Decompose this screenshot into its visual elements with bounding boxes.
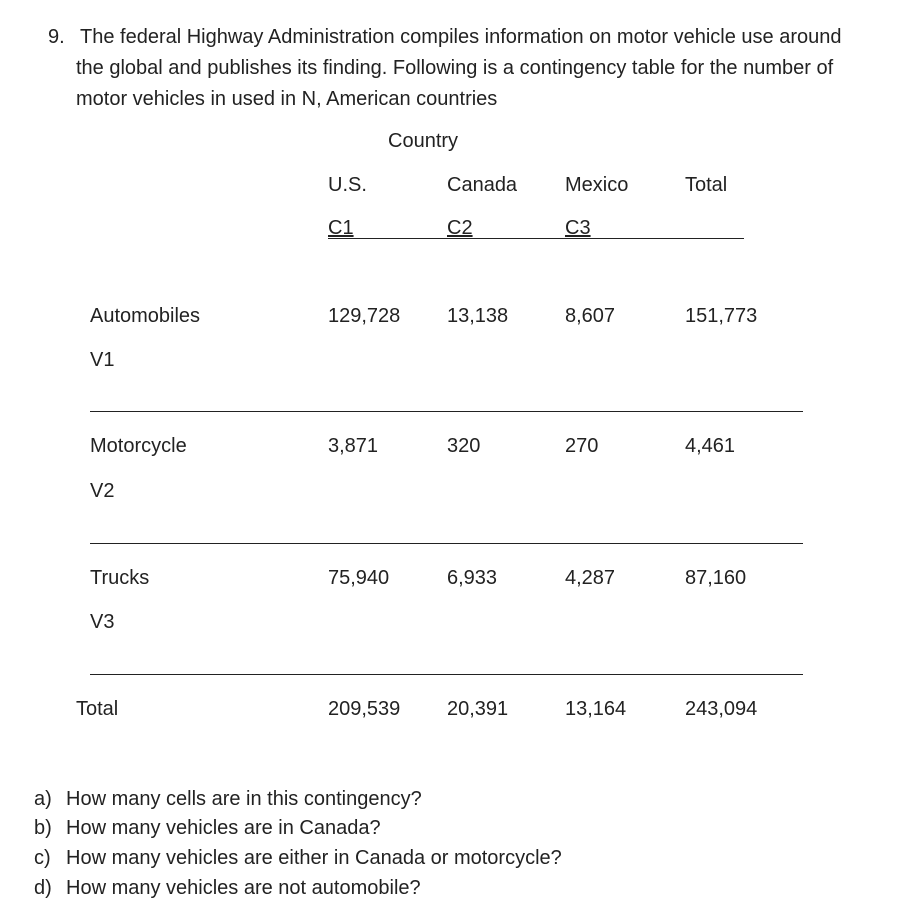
cell-trucks-canada: 6,933 — [447, 567, 498, 589]
cell-motorcycle-us: 3,871 — [328, 435, 379, 457]
row-code-v1: V1 — [90, 349, 115, 371]
cell-total-grand: 243,094 — [685, 698, 758, 720]
question-line-3: motor vehicles in used in N, American countries — [76, 88, 498, 110]
subquestion-d-text: How many vehicles are not automobile? — [66, 877, 421, 899]
subquestion-a-marker: a) — [34, 788, 52, 810]
cell-total-us: 209,539 — [328, 698, 401, 720]
column-header-total: Total — [685, 174, 728, 196]
row-divider-1 — [90, 411, 803, 412]
cell-motorcycle-mexico: 270 — [565, 435, 599, 457]
row-divider-2 — [90, 543, 803, 544]
row-label-trucks: Trucks — [90, 567, 150, 589]
row-label-automobiles: Automobiles — [90, 305, 201, 327]
cell-automobiles-mexico: 8,607 — [565, 305, 616, 327]
row-label-total: Total — [76, 698, 119, 720]
subquestion-c-marker: c) — [34, 847, 51, 869]
subquestion-b-marker: b) — [34, 817, 52, 839]
table-title: Country — [388, 130, 459, 152]
cell-trucks-mexico: 4,287 — [565, 567, 616, 589]
header-rule — [328, 238, 744, 239]
subquestion-c-text: How many vehicles are either in Canada or motorcycle? — [66, 847, 562, 869]
question-number: 9. — [48, 26, 65, 48]
cell-trucks-total: 87,160 — [685, 567, 747, 589]
column-code-c3: C3 — [565, 217, 591, 239]
cell-trucks-us: 75,940 — [328, 567, 390, 589]
column-header-mexico: Mexico — [565, 174, 629, 196]
cell-motorcycle-canada: 320 — [447, 435, 481, 457]
cell-automobiles-total: 151,773 — [685, 305, 758, 327]
subquestion-b-text: How many vehicles are in Canada? — [66, 817, 381, 839]
row-code-v3: V3 — [90, 611, 115, 633]
cell-automobiles-canada: 13,138 — [447, 305, 509, 327]
row-label-motorcycle: Motorcycle — [90, 435, 187, 457]
column-header-canada: Canada — [447, 174, 518, 196]
cell-total-canada: 20,391 — [447, 698, 509, 720]
cell-automobiles-us: 129,728 — [328, 305, 401, 327]
row-divider-3 — [90, 674, 803, 675]
column-code-c2: C2 — [447, 217, 473, 239]
cell-total-mexico: 13,164 — [565, 698, 627, 720]
column-code-c1: C1 — [328, 217, 354, 239]
cell-motorcycle-total: 4,461 — [685, 435, 736, 457]
question-line-2: the global and publishes its finding. Following is a contingency table for the number of — [76, 57, 834, 79]
row-code-v2: V2 — [90, 480, 115, 502]
subquestion-d-marker: d) — [34, 877, 52, 899]
column-header-us: U.S. — [328, 174, 367, 196]
question-line-1: The federal Highway Administration compiles information on motor vehicle use around — [80, 26, 842, 48]
subquestion-a-text: How many cells are in this contingency? — [66, 788, 422, 810]
